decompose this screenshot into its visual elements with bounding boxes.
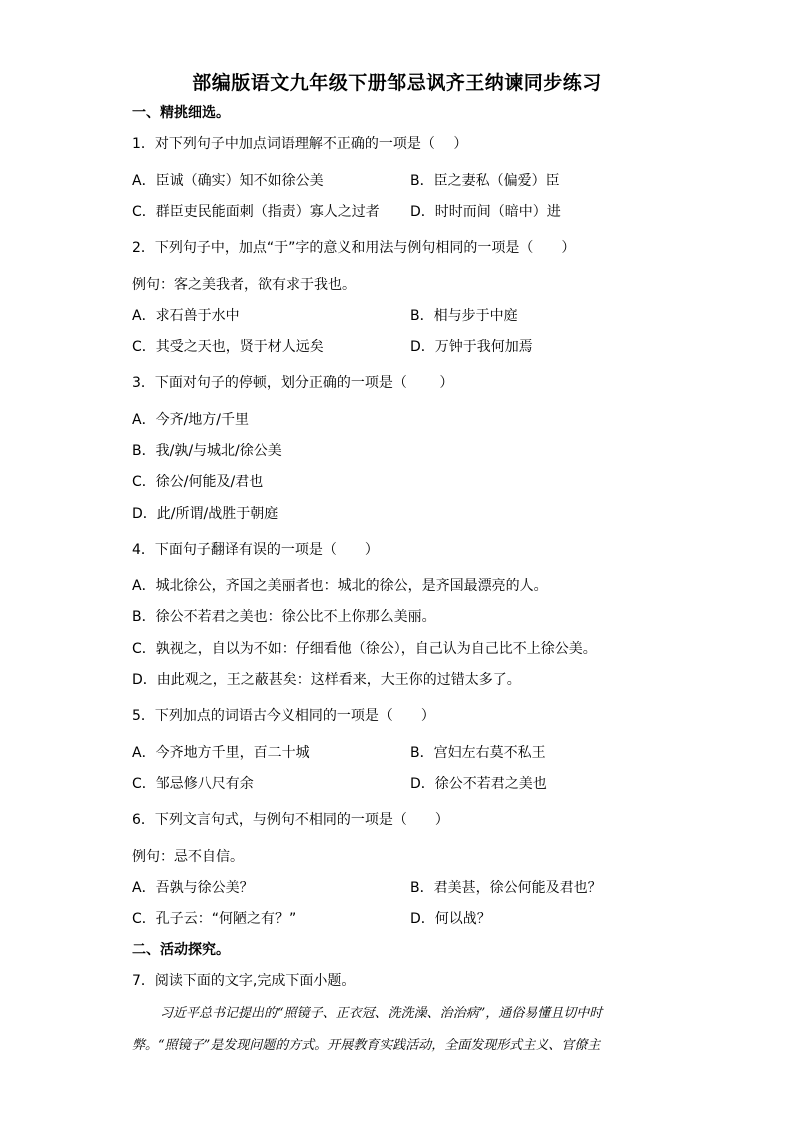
question-1-option-a: A．臣诚（确实）知不如徐公美 (132, 173, 324, 189)
question-5-option-c: C．邹忌修八尺有余 (132, 776, 254, 792)
question-6-option-c: C．孔子云：“何陋之有？” (132, 911, 297, 927)
question-3-option-c: C．徐公/何能及/君也 (132, 474, 264, 490)
question-3-stem: 3．下面对句子的停顿，划分正确的一项是（ ） (132, 375, 454, 391)
question-5-option-b: B．宫妇左右莫不私王 (410, 745, 546, 761)
question-6-option-a: A．吾孰与徐公美？ (132, 880, 254, 896)
question-3-option-d: D．此/所谓/战胜于朝庭 (132, 506, 279, 522)
question-6-stem: 6．下列文言句式，与例句不相同的一项是（ ） (132, 812, 449, 828)
question-6-option-b: B．君美甚，徐公何能及君也？ (410, 880, 602, 896)
section-heading-1: 一、精挑细选。 (132, 105, 230, 121)
question-2-example: 例句：客之美我者，欲有求于我也。 (132, 277, 356, 293)
question-3-option-a: A．今齐/地方/千里 (132, 412, 250, 428)
question-1-option-d: D．时时而间（暗中）进 (410, 204, 561, 220)
question-7-stem: 7．阅读下面的文字,完成下面小题。 (132, 973, 356, 989)
question-4-option-c: C．孰视之，自以为不如：仔细看他（徐公），自己认为自己比不上徐公美。 (132, 641, 597, 657)
question-6-option-d: D．何以战？ (410, 911, 491, 927)
question-4-option-b: B．徐公不若君之美也：徐公比不上你那么美丽。 (132, 609, 436, 625)
reading-passage-line-2: 弊。“照镜子”是发现问题的方式。开展教育实践活动，全面发现形式主义、官僚主 (132, 1038, 601, 1053)
question-1-option-c: C．群臣吏民能面刺（指责）寡人之过者 (132, 204, 380, 220)
question-5-option-d: D．徐公不若君之美也 (410, 776, 547, 792)
question-5-stem: 5．下列加点的词语古今义相同的一项是（ ） (132, 708, 435, 724)
question-1-option-b: B．臣之妻私（偏爱）臣 (410, 173, 560, 189)
question-6-example: 例句：忌不自信。 (132, 849, 244, 865)
question-4-stem: 4．下面句子翻译有误的一项是（ ） (132, 542, 379, 558)
question-5-option-a: A．今齐地方千里，百二十城 (132, 745, 310, 761)
section-heading-2: 二、活动探究。 (132, 942, 230, 958)
question-2-option-c: C．其受之天也，贤于材人远矣 (132, 339, 324, 355)
page-title: 部编版语文九年级下册邹忌讽齐王纳谏同步练习 (192, 72, 602, 94)
question-4-option-a: A．城北徐公，齐国之美丽者也：城北的徐公，是齐国最漂亮的人。 (132, 578, 548, 594)
question-3-option-b: B．我/孰/与城北/徐公美 (132, 443, 282, 459)
question-2-option-d: D．万钟于我何加焉 (410, 339, 533, 355)
question-2-stem: 2．下列句子中，加点“于”字的意义和用法与例句相同的一项是（ ） (132, 240, 576, 256)
question-2-option-b: B．相与步于中庭 (410, 308, 518, 324)
question-1-stem: 1．对下列句子中加点词语理解不正确的一项是（ ） (132, 136, 468, 152)
question-4-option-d: D．由此观之，王之蔽甚矣：这样看来，大王你的过错太多了。 (132, 672, 521, 688)
reading-passage-line-1: 习近平总书记提出的“照镜子、正衣冠、洗洗澡、治治病”，通俗易懂且切中时 (160, 1006, 603, 1021)
question-2-option-a: A．求石兽于水中 (132, 308, 240, 324)
